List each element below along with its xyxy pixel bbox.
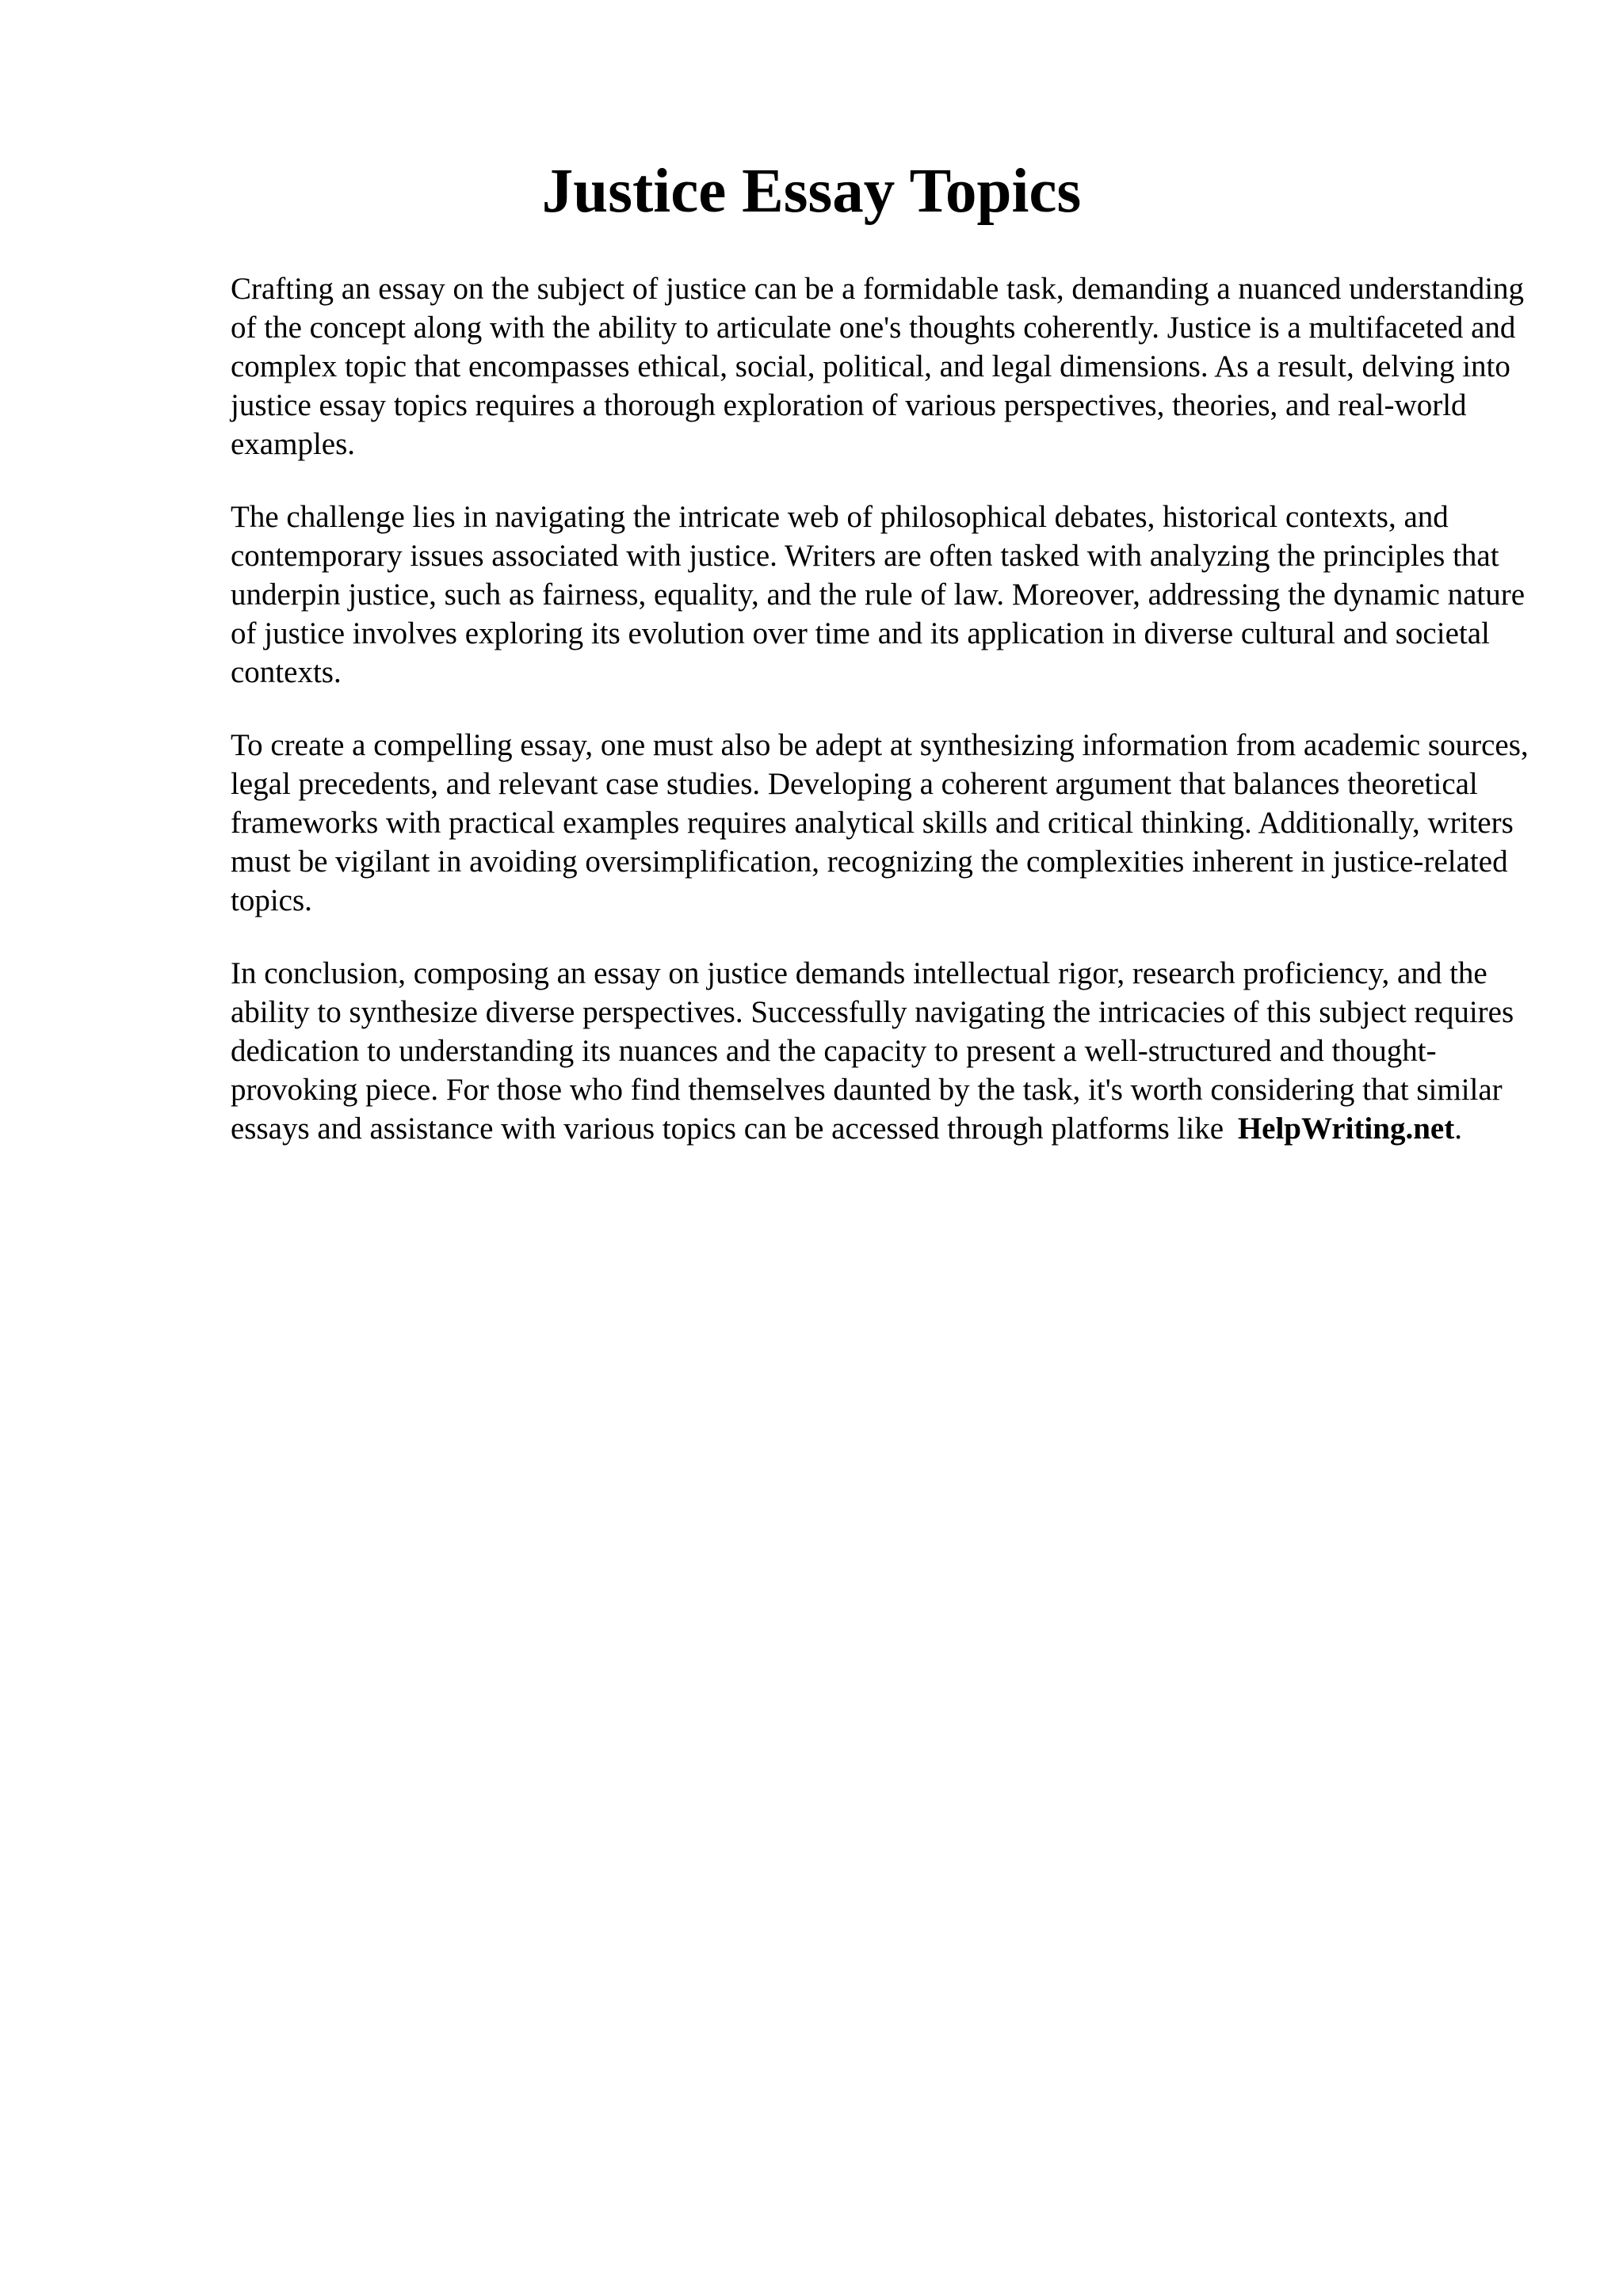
document-title: Justice Essay Topics xyxy=(541,157,1082,226)
paragraph-2: The challenge lies in navigating the intricate web of philosophical debates, historical contexts, and contemporary issues associated with justice. Writers are often tasked with analyzing the principles that underpin justice, such as fairness, equality, and the rule of law. Moreover, addressing the dynamic nature of justice involves exploring its evolution over time and its application in diverse cultural and societal contexts. xyxy=(231,500,1526,689)
paragraph-3: To create a compelling essay, one must also be adept at synthesizing information from academic sources, legal precedents, and relevant case studies. Developing a coherent argument that balances theoretical frameworks with practical examples requires analytical skills and critical thinking. Additionally, writers must be vigilant in avoiding oversimplification, recognizing the complexities inherent in justice-related topics. xyxy=(231,728,1529,917)
document-body xyxy=(231,269,1546,1182)
paragraph-4 xyxy=(231,954,1546,1148)
paragraph-4-text: In conclusion, composing an essay on justice demands intellectual rigor, research proficiency, and the ability to synthesize diverse perspectives. Successfully navigating the intricacies of this subject requires dedication to understanding its nuances and the capacity to present a well-structured and thought-provoking piece. For those who find themselves daunted by the task, it's worth considering that similar essays and assistance with various topics can be accessed through platforms like xyxy=(231,956,1514,1146)
paragraph-1: Crafting an essay on the subject of justice can be a formidable task, demanding a nuanced understanding of the concept along with the ability to articulate one's thoughts coherently. Justice is a multifaceted and complex topic that encompasses ethical, social, political, and legal dimensions. As a result, delving into justice essay topics requires a thorough exploration of various perspectives, theories, and real-world examples. xyxy=(231,272,1525,461)
helpwriting-link[interactable]: HelpWriting.net xyxy=(1237,1112,1455,1146)
paragraph-4-period: . xyxy=(1454,1112,1462,1146)
